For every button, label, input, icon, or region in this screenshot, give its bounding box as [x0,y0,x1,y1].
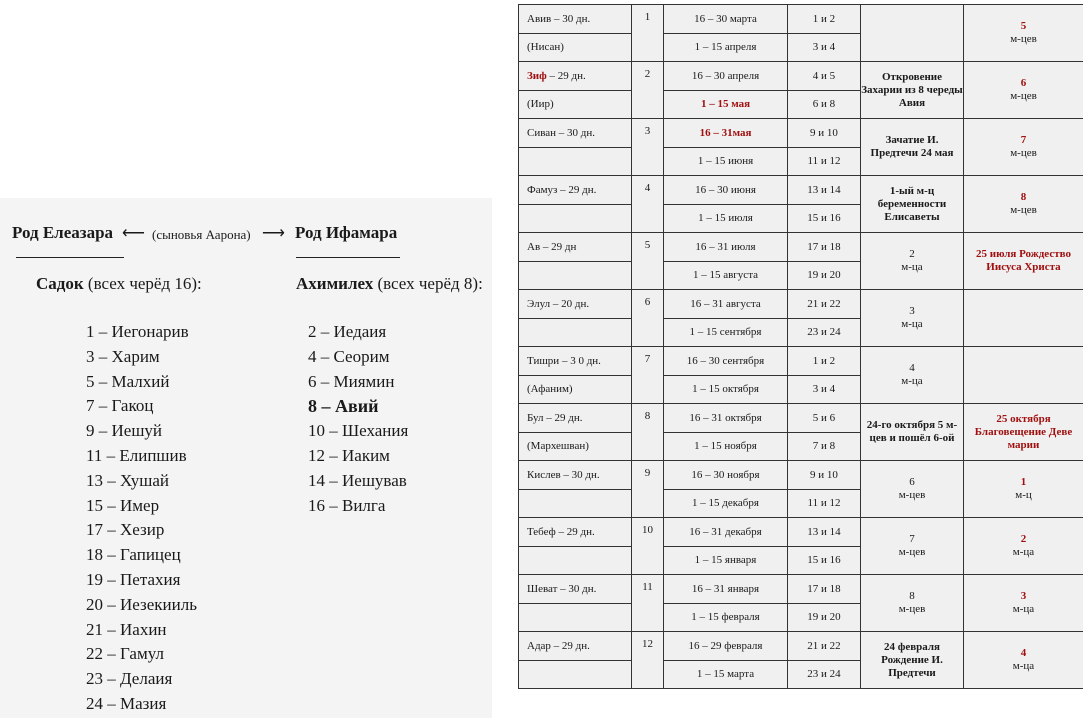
date-range: 16 – 31мая [664,119,788,148]
cell-line: м-ца [1012,546,1035,558]
month-alt-name: (Иир) [519,90,632,119]
table-row [519,461,1083,490]
date-range: 16 – 31 октября [664,404,788,433]
date-range: 16 – 29 февраля [664,632,788,661]
month-number: 8 [632,404,664,461]
week-pair: 1 и 2 [788,5,861,34]
list-item: 21 – Иахин [86,619,167,639]
week-pair: 1 и 2 [788,347,861,376]
month-alt-name [519,147,632,176]
list-item: 11 – Елипшив [86,445,187,465]
divider-right [296,257,400,258]
count-cell [964,632,1083,689]
count-cell [964,5,1083,62]
date-range: 1 – 15 июня [664,147,788,176]
count-cell [964,62,1083,119]
list-item: 1 – Иегонарив [86,322,189,341]
month-number: 4 [632,176,664,233]
cell-line: 1-ый м-ц беременности Елисаветы [877,184,947,223]
cell-line: м-ц [1015,489,1032,501]
table-row [519,119,1083,148]
month-number: 3 [632,119,664,176]
event-cell [861,290,964,347]
date-range: 1 – 15 марта [664,660,788,689]
event-cell [861,176,964,233]
list-item: 4 – Сеорим [308,346,390,366]
month-number: 12 [632,632,664,689]
event-cell [861,518,964,575]
cell-line: 2 [1020,533,1027,545]
list-item: 3 – Харим [86,346,160,366]
table-row [519,632,1083,661]
date-range: 1 – 15 мая [664,90,788,119]
cell-line: 5 [1020,20,1027,32]
cell-line: м-цев [1010,204,1037,216]
list-item: 14 – Иешував [308,470,407,490]
date-range: 1 – 15 октября [664,375,788,404]
table-row [519,5,1083,34]
sub-left: Садок (всех черёд 16): [36,274,202,293]
week-pair: 7 и 8 [788,432,861,461]
month-name: Ав – 29 дн [519,233,632,262]
date-range: 1 – 15 июля [664,204,788,233]
list-item: 20 – Иезекииль [86,594,197,614]
week-pair: 9 и 10 [788,119,861,148]
cell-line: м-ца [1012,660,1035,672]
table-row [519,62,1083,91]
week-pair: 19 и 20 [788,261,861,290]
month-number: 2 [632,62,664,119]
date-range: 16 – 30 марта [664,5,788,34]
cell-line: м-ца [901,318,923,330]
month-name: Элул – 20 дн. [519,290,632,319]
cell-line: м-цев [1010,90,1037,102]
month-alt-name [519,204,632,233]
cell-line: м-ца [901,375,923,387]
count-cell [964,461,1083,518]
cell-line: 4 [909,362,915,374]
cell-line: м-цев [898,489,926,501]
cell-line: м-цев [1010,33,1037,45]
month-name: Тишри – 3 0 дн. [519,347,632,376]
list-item: 13 – Хушай [86,470,170,490]
month-number: 7 [632,347,664,404]
event-cell [861,632,964,689]
month-alt-name [519,603,632,632]
cell-line: 7 [909,533,915,545]
cell-line: 3 [1020,590,1027,602]
date-range: 16 – 31 декабря [664,518,788,547]
date-range: 1 – 15 декабря [664,489,788,518]
cell-line: м-ца [1012,603,1035,615]
cell-line: 25 июля Рождество Иисуса Христа [976,248,1071,273]
month-name: Шеват – 30 дн. [519,575,632,604]
list-item: 24 – Мазия [86,693,167,713]
date-range: 16 – 30 июня [664,176,788,205]
event-cell [861,119,964,176]
month-name: Адар – 29 дн. [519,632,632,661]
count-cell [964,233,1083,290]
month-alt-name [519,546,632,575]
cell-line: 8 [909,590,915,602]
cell-line: 6 [909,476,915,488]
week-pair: 4 и 5 [788,62,861,91]
week-pair: 13 и 14 [788,176,861,205]
week-pair: 13 и 14 [788,518,861,547]
cell-line: 4 [1020,647,1027,659]
month-alt-name: (Мархешван) [519,432,632,461]
date-range: 16 – 31 января [664,575,788,604]
table-row [519,575,1083,604]
header-mid: (сыновья Аарона) [152,227,251,242]
header-left: Род Елеазара [12,223,114,242]
count-cell [964,290,1083,347]
month-number: 10 [632,518,664,575]
week-pair: 6 и 8 [788,90,861,119]
cell-line: 1 [1020,476,1027,488]
week-pair: 15 и 16 [788,546,861,575]
list-item: 12 – Иаким [308,445,390,465]
cell-line: Откровение Захарии из 8 череды Авия [861,70,963,109]
event-cell [861,575,964,632]
month-alt-name: (Нисан) [519,33,632,62]
week-pair: 3 и 4 [788,33,861,62]
week-pair: 3 и 4 [788,375,861,404]
date-range: 1 – 15 августа [664,261,788,290]
cell-line: 6 [1020,77,1027,89]
list-item: 6 – Миямин [308,371,395,391]
date-range: 16 – 30 сентября [664,347,788,376]
month-name: Сиван – 30 дн. [519,119,632,148]
date-range: 16 – 30 апреля [664,62,788,91]
header-right: Род Ифамара [295,223,398,242]
month-alt-name [519,660,632,689]
date-range: 1 – 15 апреля [664,33,788,62]
cell-line: 24 февраля Рождение И. Предтечи [881,640,943,679]
list-item: 7 – Гакоц [86,396,154,416]
list-item: 22 – Гамул [86,644,164,664]
cell-line: м-цев [898,546,926,558]
list-item: 15 – Имер [86,495,160,515]
list-right [308,320,408,518]
cell-line: м-ца [901,261,923,273]
month-alt-name [519,489,632,518]
date-range: 1 – 15 сентября [664,318,788,347]
week-pair: 19 и 20 [788,603,861,632]
list-item: 17 – Хезир [86,520,165,540]
date-range: 16 – 30 ноября [664,461,788,490]
table-row [519,347,1083,376]
table-row [519,290,1083,319]
list-left [86,320,197,717]
event-cell [861,461,964,518]
cell-line: Зачатие И. Предтечи 24 мая [870,134,954,159]
month-name: Зиф – 29 дн. [519,62,632,91]
week-pair: 5 и 6 [788,404,861,433]
week-pair: 15 и 16 [788,204,861,233]
event-cell [861,404,964,461]
week-pair: 11 и 12 [788,489,861,518]
count-cell [964,518,1083,575]
date-range: 16 – 31 августа [664,290,788,319]
month-number: 1 [632,5,664,62]
table-row [519,404,1083,433]
event-cell [861,233,964,290]
list-item: 2 – Иедаия [308,322,387,341]
list-item: 16 – Вилга [308,495,386,515]
week-pair: 17 и 18 [788,575,861,604]
divider-left [16,257,124,258]
table-row [519,233,1083,262]
month-name-red: Зиф [527,69,547,82]
list-item: 18 – Гапицец [86,545,181,565]
date-range: 1 – 15 ноября [664,432,788,461]
event-cell [861,5,964,62]
week-pair: 21 и 22 [788,632,861,661]
list-item: 19 – Петахия [86,569,181,589]
sub-right: Ахимилех (всех черёд 8): [296,274,483,293]
cell-line: м-цев [1010,147,1037,159]
arrow-left-icon: ⟵ [122,225,145,242]
list-item: 10 – Шехания [308,421,409,441]
cell-line: 7 [1020,134,1027,146]
date-range: 1 – 15 февраля [664,603,788,632]
date-range: 1 – 15 января [664,546,788,575]
cell-line: 2 [909,248,915,260]
count-cell [964,119,1083,176]
calendar-table [518,4,1083,689]
count-cell [964,575,1083,632]
week-pair: 17 и 18 [788,233,861,262]
table-row [519,518,1083,547]
month-alt-name [519,318,632,347]
cell-line: 25 октября Благовещение Деве марии [974,412,1073,451]
count-cell [964,347,1083,404]
date-range: 16 – 31 июля [664,233,788,262]
month-number: 9 [632,461,664,518]
list-item: 9 – Иешуй [86,421,163,441]
month-name: Кислев – 30 дн. [519,461,632,490]
list-item: 8 – Авий [308,396,379,417]
month-alt-name: (Афаним) [519,375,632,404]
month-name: Тебеф – 29 дн. [519,518,632,547]
event-cell [861,62,964,119]
count-cell [964,176,1083,233]
cell-line: м-цев [898,603,926,615]
list-item: 5 – Малхий [86,371,170,391]
table-row [519,176,1083,205]
month-name: Бул – 29 дн. [519,404,632,433]
week-pair: 11 и 12 [788,147,861,176]
list-item: 23 – Делаия [86,669,173,689]
cell-line: 8 [1020,191,1027,203]
event-cell [861,347,964,404]
cell-line: 3 [909,305,915,317]
month-name: Авив – 30 дн. [519,5,632,34]
month-number: 11 [632,575,664,632]
week-pair: 9 и 10 [788,461,861,490]
month-name: Фамуз – 29 дн. [519,176,632,205]
count-cell [964,404,1083,461]
month-number: 5 [632,233,664,290]
week-pair: 21 и 22 [788,290,861,319]
month-alt-name [519,261,632,290]
month-number: 6 [632,290,664,347]
arrow-right-icon: ⟶ [262,225,285,242]
week-pair: 23 и 24 [788,318,861,347]
cell-line: 24-го октября 5 м-цев и пошёл 6-ой [866,419,958,444]
week-pair: 23 и 24 [788,660,861,689]
